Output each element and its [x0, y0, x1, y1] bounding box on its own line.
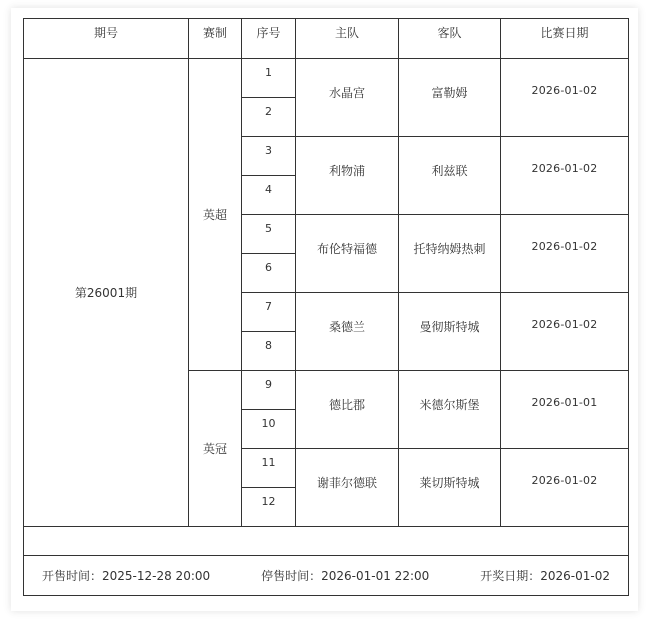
header-away-team: 客队: [399, 19, 501, 59]
home-team-cell: 德比郡: [296, 371, 399, 449]
home-team-cell: 利物浦: [296, 137, 399, 215]
sale-start-time: 开售时间：2025-12-28 20:00: [42, 569, 211, 583]
table-row: [24, 59, 629, 98]
seq-cell: 1: [242, 59, 296, 98]
away-team-cell: 托特纳姆热刺: [399, 215, 501, 293]
match-date-cell: 2026-01-01: [501, 371, 629, 449]
match-date-cell: 2026-01-02: [501, 59, 629, 137]
period-cell: 第26001期: [24, 59, 189, 527]
draw-date: 开奖日期：2026-01-02: [480, 569, 610, 583]
match-date-cell: 2026-01-02: [501, 215, 629, 293]
seq-cell: 6: [242, 254, 296, 293]
away-team-cell: 曼彻斯特城: [399, 293, 501, 371]
footer-info: [42, 567, 610, 584]
seq-cell: 4: [242, 176, 296, 215]
home-team-cell: 谢菲尔德联: [296, 449, 399, 527]
home-team-cell: 桑德兰: [296, 293, 399, 371]
seq-cell: 9: [242, 371, 296, 410]
blank-cell: [24, 527, 629, 556]
home-team-cell: 水晶宫: [296, 59, 399, 137]
seq-cell: 8: [242, 332, 296, 371]
seq-cell: 5: [242, 215, 296, 254]
blank-row: [24, 527, 629, 556]
away-team-cell: 利兹联: [399, 137, 501, 215]
footer-cell: [24, 556, 629, 596]
header-period: 期号: [24, 19, 189, 59]
header-seq: 序号: [242, 19, 296, 59]
footer-row: [24, 556, 629, 596]
seq-cell: 10: [242, 410, 296, 449]
league-cell: 英冠: [189, 371, 242, 527]
sale-end-time: 停售时间：2026-01-01 22:00: [261, 569, 430, 583]
header-row: [24, 19, 629, 59]
away-team-cell: 米德尔斯堡: [399, 371, 501, 449]
away-team-cell: 富勒姆: [399, 59, 501, 137]
header-match-date: 比赛日期: [501, 19, 629, 59]
home-team-cell: 布伦特福德: [296, 215, 399, 293]
match-schedule-table: [23, 18, 629, 596]
match-date-cell: 2026-01-02: [501, 137, 629, 215]
away-team-cell: 莱切斯特城: [399, 449, 501, 527]
match-date-cell: 2026-01-02: [501, 293, 629, 371]
seq-cell: 7: [242, 293, 296, 332]
seq-cell: 3: [242, 137, 296, 176]
header-league: 赛制: [189, 19, 242, 59]
league-cell: 英超: [189, 59, 242, 371]
header-home-team: 主队: [296, 19, 399, 59]
seq-cell: 2: [242, 98, 296, 137]
seq-cell: 11: [242, 449, 296, 488]
match-date-cell: 2026-01-02: [501, 449, 629, 527]
seq-cell: 12: [242, 488, 296, 527]
